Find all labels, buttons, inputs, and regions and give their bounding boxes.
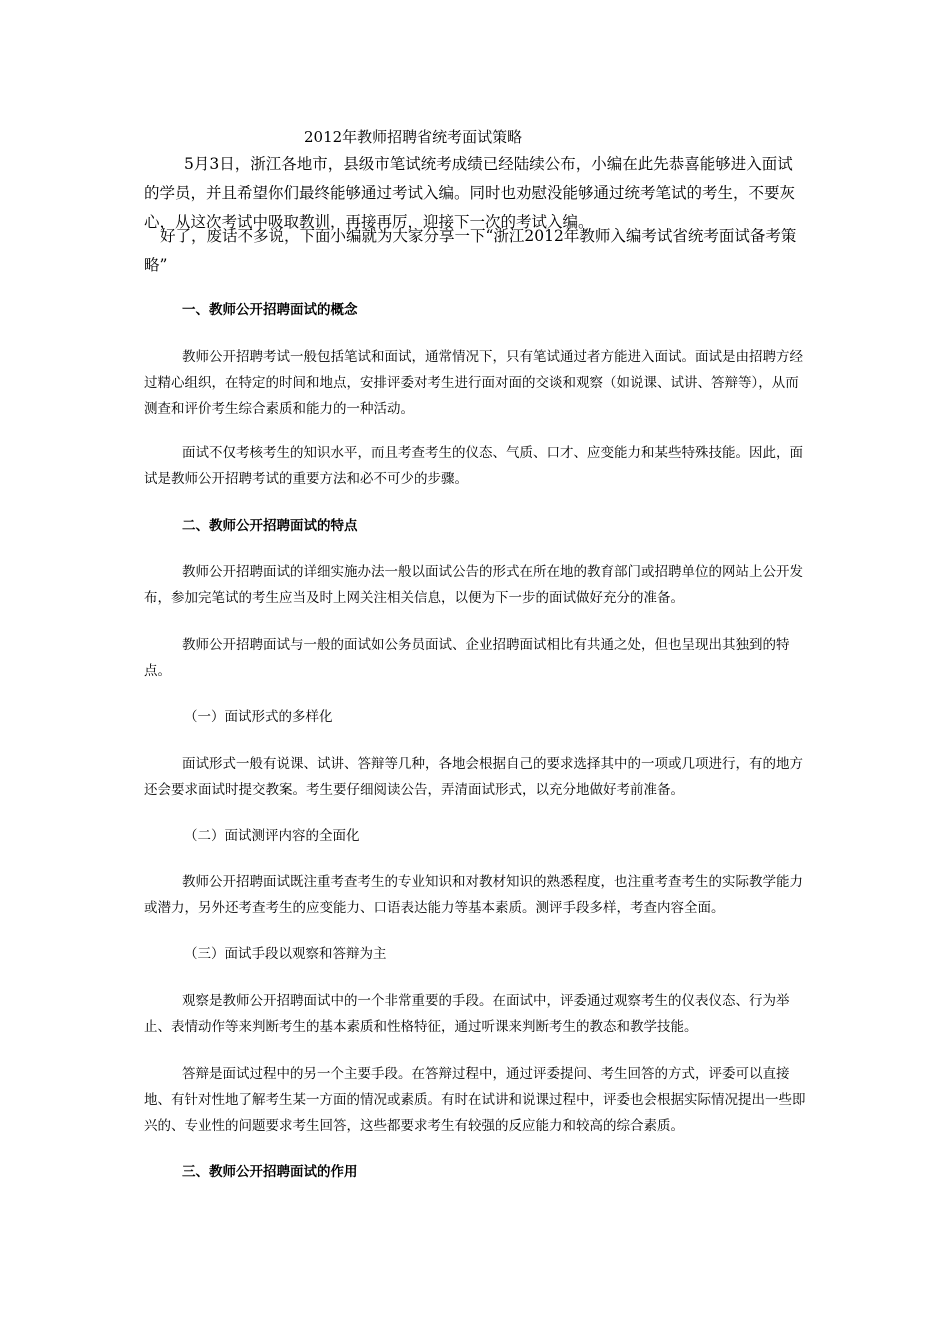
intro-paragraph-2: 好了，废话不多说，下面小编就为大家分享一下“浙江2012年教师入编考试省统考面试备考策略” [144,227,797,274]
document-title: 2012年教师招聘省统考面试策略 [304,128,523,146]
section-3-heading: 三、教师公开招聘面试的作用 [182,1164,358,1180]
subsection-3-paragraph-2: 答辩是面试过程中的另一个主要手段。在答辩过程中，通过评委提问、考生回答的方式，评委可以直接地、有针对性地了解考生某一方面的情况或素质。有时在试讲和说课过程中，评委也会根据实际情况提出一些即兴的、专业性的问题要求考生回答，这些都要求考生有较强的反应能力和较高的综合素质。 [144,1066,806,1134]
subsection-1-heading: （一）面试形式的多样化 [184,709,333,725]
subsection-2-paragraph: 教师公开招聘面试既注重考查考生的专业知识和对教材知识的熟悉程度，也注重考查考生的实际教学能力或潜力，另外还考查考生的应变能力、口语表达能力等基本素质。测评手段多样，考查内容全面。 [144,874,803,916]
section-1-paragraph-1: 教师公开招聘考试一般包括笔试和面试，通常情况下，只有笔试通过者方能进入面试。面试是由招聘方经过精心组织，在特定的时间和地点，安排评委对考生进行面对面的交谈和观察（如说课、试讲、答辩等），从而测查和评价考生综合素质和能力的一种活动。 [144,349,803,417]
section-2-paragraph-1: 教师公开招聘面试的详细实施办法一般以面试公告的形式在所在地的教育部门或招聘单位的网站上公开发布，参加完笔试的考生应当及时上网关注相关信息，以便为下一步的面试做好充分的准备。 [144,564,803,606]
section-2-paragraph-2: 教师公开招聘面试与一般的面试如公务员面试、企业招聘面试相比有共通之处，但也呈现出其独到的特点。 [144,637,790,679]
section-1-paragraph-2: 面试不仅考核考生的知识水平，而且考查考生的仪态、气质、口才、应变能力和某些特殊技能。因此，面试是教师公开招聘考试的重要方法和必不可少的步骤。 [144,445,803,487]
subsection-2-heading: （二）面试测评内容的全面化 [184,828,360,844]
section-1-heading: 一、教师公开招聘面试的概念 [182,302,358,318]
subsection-1-paragraph: 面试形式一般有说课、试讲、答辩等几种，各地会根据自己的要求选择其中的一项或几项进行，有的地方还会要求面试时提交教案。考生要仔细阅读公告，弄清面试形式，以充分地做好考前准备。 [144,756,803,798]
section-2-heading: 二、教师公开招聘面试的特点 [182,518,358,534]
subsection-3-paragraph-1: 观察是教师公开招聘面试中的一个非常重要的手段。在面试中，评委通过观察考生的仪表仪态、行为举止、表情动作等来判断考生的基本素质和性格特征，通过听课来判断考生的教态和教学技能。 [144,993,790,1035]
intro-paragraph-1: 5月3日，浙江各地市，县级市笔试统考成绩已经陆续公布，小编在此先恭喜能够进入面试的学员，并且希望你们最终能够通过考试入编。同时也劝慰没能够通过统考笔试的考生，不要灰心，从这次考试中吸取教训，再接再厉，迎接下一次的考试入编。 [144,155,796,231]
subsection-3-heading: （三）面试手段以观察和答辩为主 [184,946,387,962]
